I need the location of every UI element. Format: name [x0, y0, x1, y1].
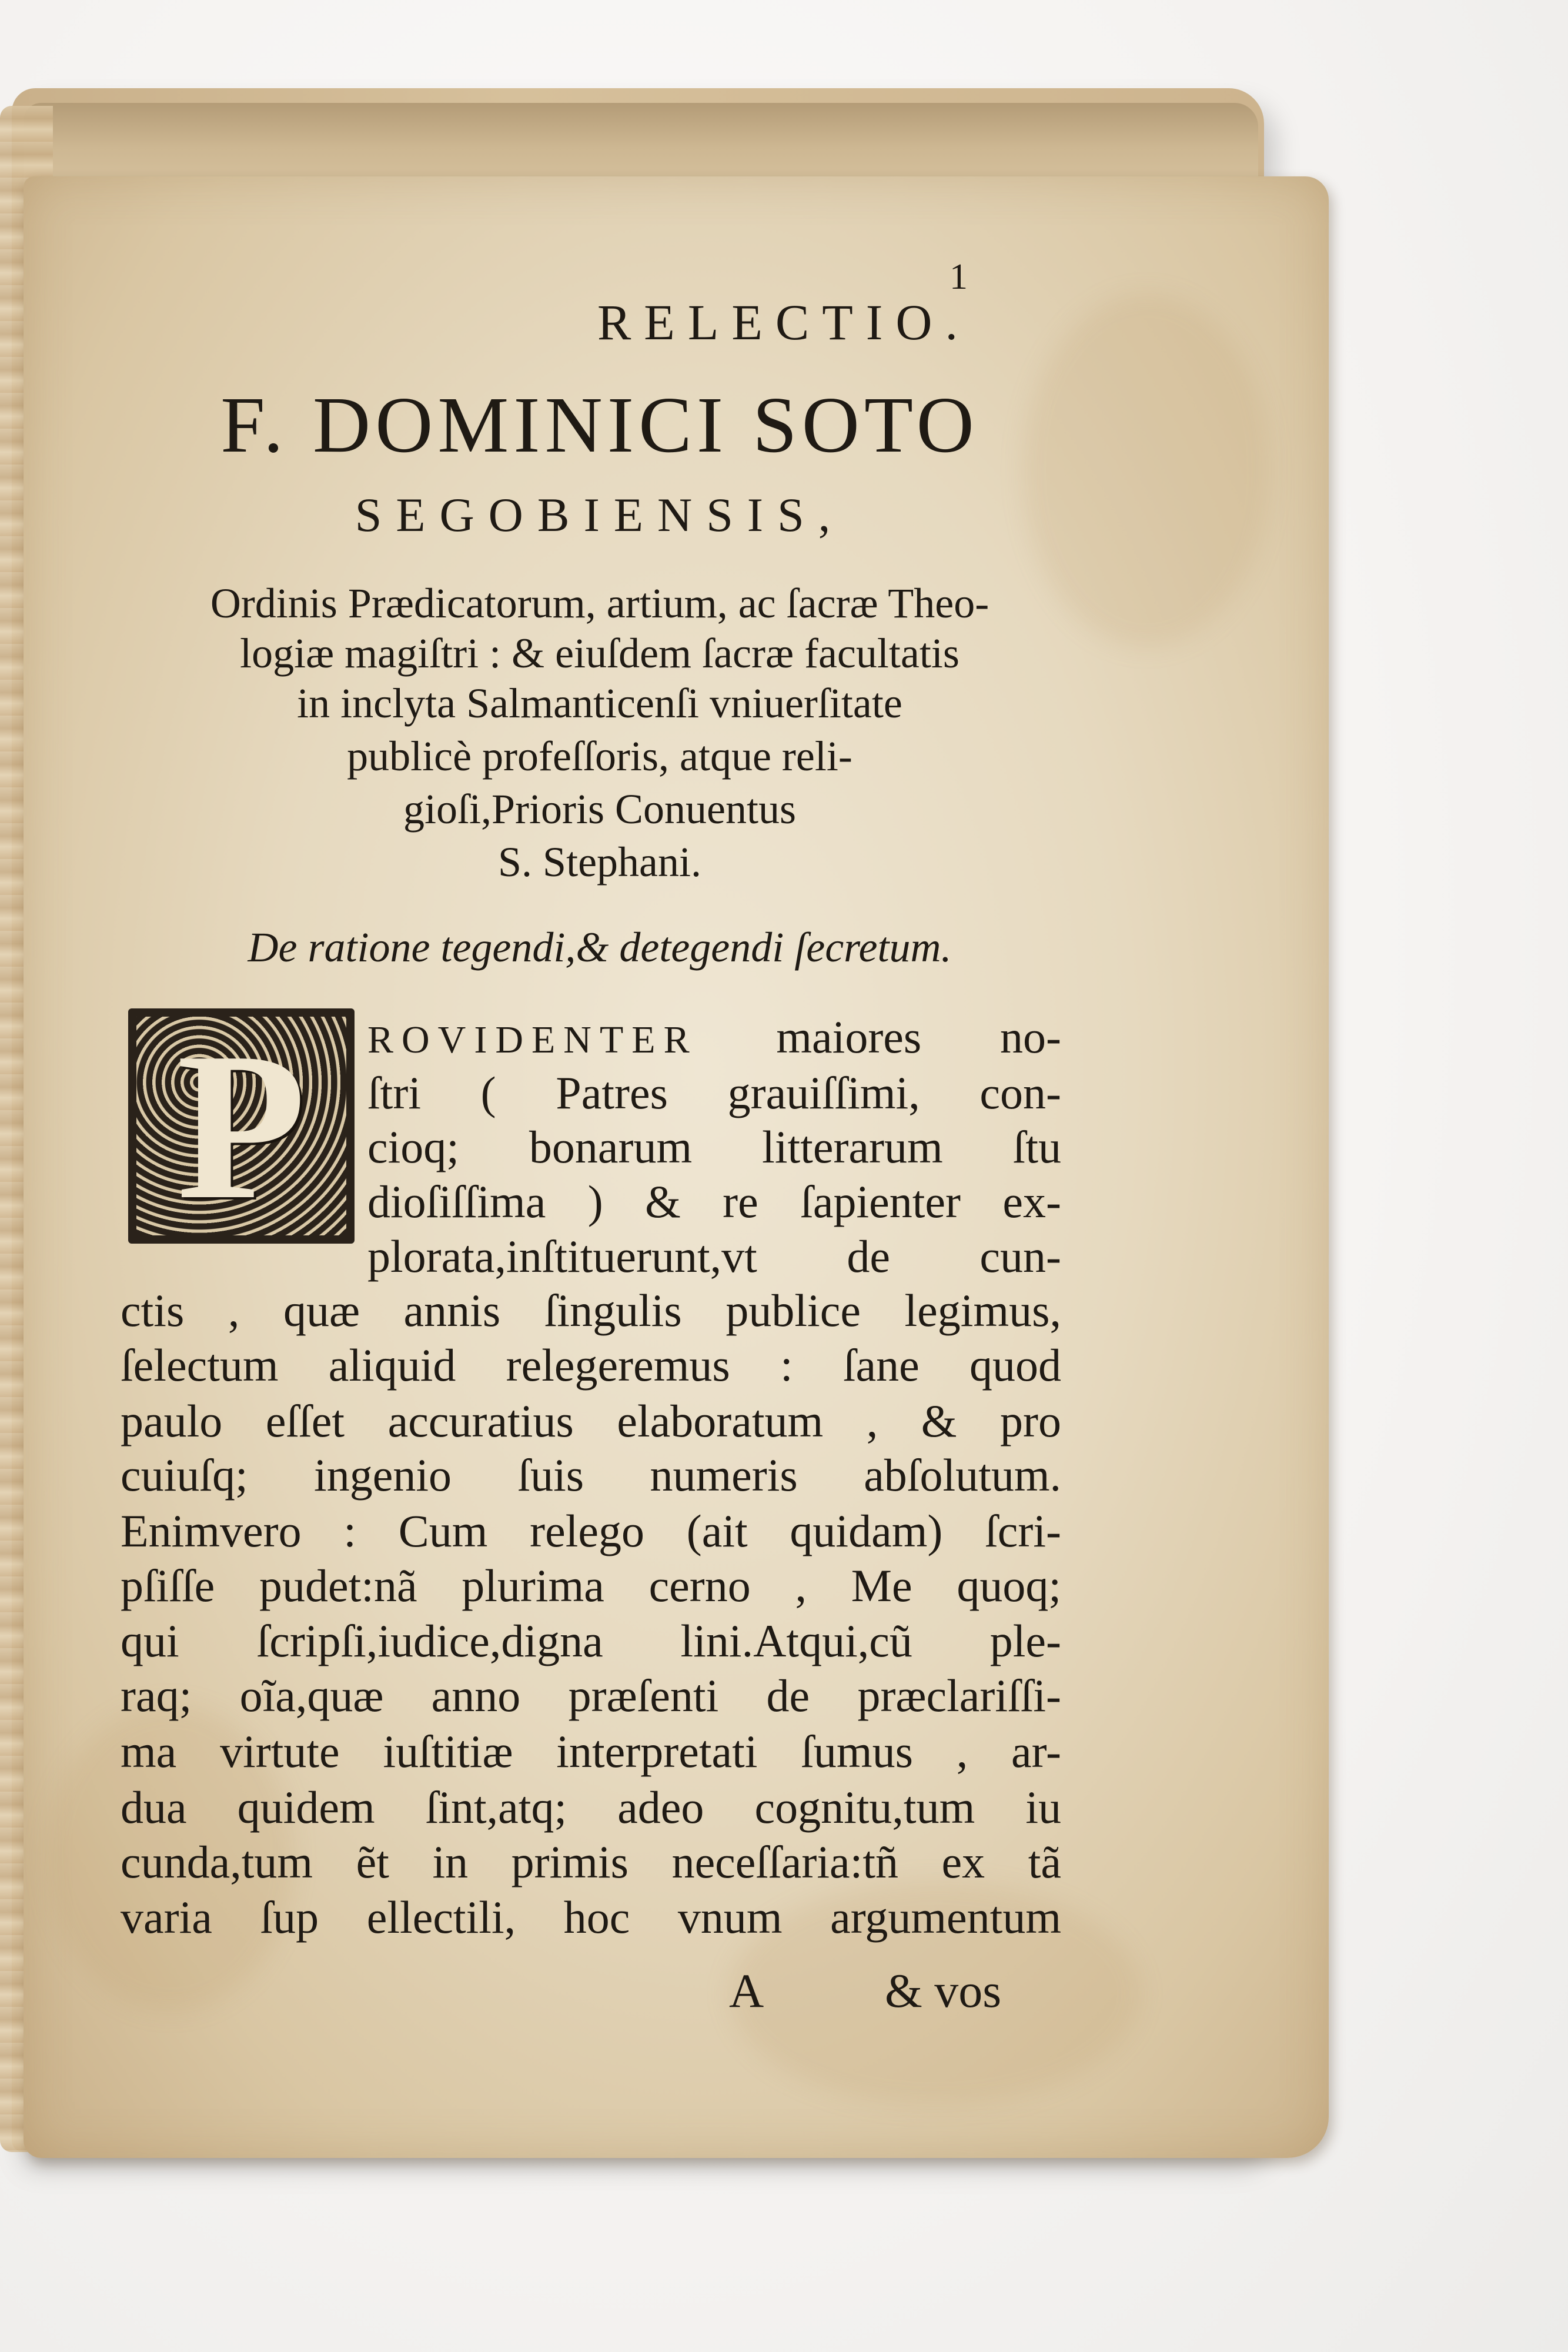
- body-line: dua quidem ſint,atq; adeo cognitu,tum iu: [121, 1782, 1061, 1833]
- body-line: ma virtute iuſtitiæ interpretati ſumus , ar-: [121, 1726, 1061, 1777]
- page-heading: RELECTIO.: [597, 294, 971, 350]
- initial-letter: P: [176, 1008, 306, 1243]
- topic-line: De ratione tegendi,& detegendi ſecretum.: [248, 924, 952, 971]
- body-line: ſelectum aliquid relegeremus : ſane quod: [121, 1339, 1061, 1391]
- folio-number: 1: [950, 257, 968, 297]
- body-line: ctis , quæ annis ſingulis publice legimus,: [121, 1285, 1061, 1336]
- body-line: cioq; bonarum litterarum ſtu: [367, 1121, 1061, 1172]
- author-origin: SEGOBIENSIS,: [355, 488, 845, 542]
- body-line: plorata,inſtituerunt,vt de cun-: [367, 1231, 1061, 1282]
- description-line: logiæ magiſtri : & eiuſdem ſacræ facultatis: [240, 630, 959, 677]
- description-line: gioſi,Prioris Conuentus: [403, 786, 797, 833]
- body-line: varia ſup ellectili, hoc vnum argumentum: [121, 1892, 1061, 1943]
- body-line: paulo eſſet accuratius elaboratum , & pro: [121, 1395, 1061, 1446]
- line-text: maiores no-: [697, 1011, 1061, 1063]
- catchword: & vos: [885, 1964, 1002, 2017]
- body-line: [367, 1011, 1061, 1063]
- opening-word: ROVIDENTER: [367, 1018, 698, 1061]
- body-line: dioſiſſima ) & re ſapienter ex-: [367, 1176, 1061, 1227]
- body-line: pſiſſe pudet:nã plurima cerno , Me quoq;: [121, 1560, 1061, 1611]
- decorated-initial: [128, 1008, 355, 1244]
- author-title: F. DOMINICI SOTO: [220, 381, 979, 469]
- description-line: S. Stephani.: [497, 838, 701, 886]
- body-line: qui ſcripſi,iudice,digna lini.Atqui,cũ ple-: [121, 1615, 1061, 1666]
- body-line: cuiuſq; ingenio ſuis numeris abſolutum.: [121, 1449, 1061, 1501]
- description-line: in inclyta Salmanticenſi vniuerſitate: [297, 680, 902, 727]
- body-line: cunda,tum ẽt in primis neceſſaria:tñ ex tã: [121, 1836, 1061, 1887]
- body-line: raq; oĩa,quæ anno præſenti de præclariſſi-: [121, 1670, 1061, 1721]
- signature-mark: A: [729, 1964, 764, 2017]
- body-line: ſtri ( Patres grauiſſimi, con-: [367, 1067, 1061, 1118]
- body-line: Enimvero : Cum relego (ait quidam) ſcri-: [121, 1505, 1061, 1556]
- description-line: Ordinis Prædicatorum, artium, ac ſacræ Theo-: [210, 580, 989, 627]
- description-line: publicè profeſſoris, atque reli-: [347, 733, 852, 780]
